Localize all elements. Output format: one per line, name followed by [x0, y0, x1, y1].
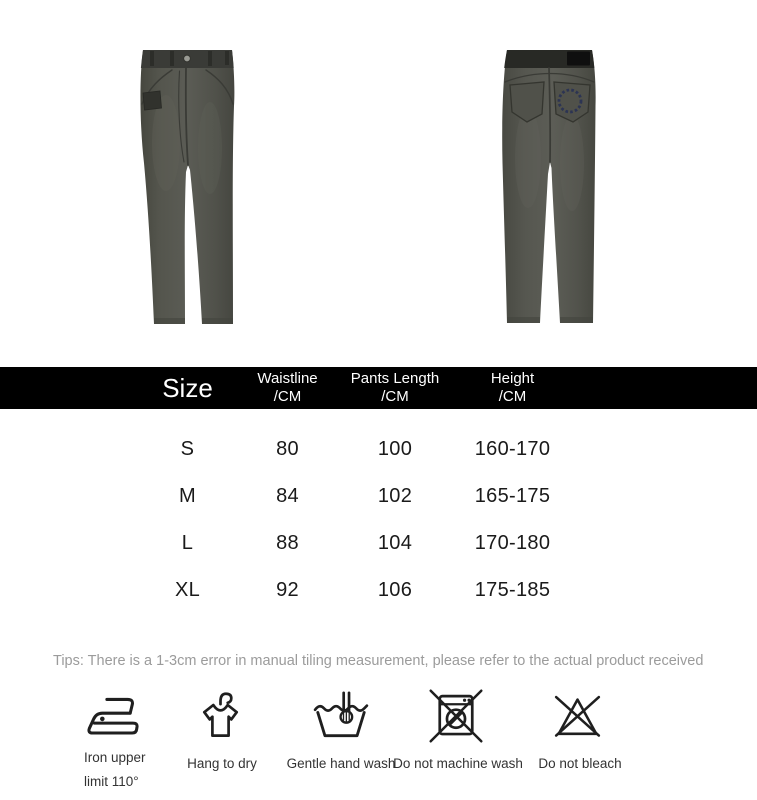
product-photo-back: [500, 48, 598, 325]
cell-waistline: 84: [276, 485, 299, 507]
column-header-height-label: Height: [490, 370, 535, 388]
jeans-back-image: [500, 48, 598, 325]
jeans-button: [184, 55, 191, 62]
iron-icon: [84, 692, 142, 742]
care-label-iron-line2: limit 110°: [84, 774, 139, 789]
column-header-waistline-unit: /CM: [273, 388, 302, 405]
size-table-body: [0, 409, 757, 614]
cell-waistline: 88: [276, 532, 299, 554]
column-header-size-label: Size: [162, 373, 213, 403]
table-row: [0, 473, 757, 520]
table-row: [0, 520, 757, 567]
care-label-no-bleach: Do not bleach: [538, 756, 622, 771]
cell-pants-length: 104: [377, 532, 413, 554]
care-label-hand-wash: Gentle hand wash: [286, 756, 396, 771]
hang-dry-icon: [200, 687, 241, 741]
column-header-size: [130, 375, 245, 401]
column-header-pants-length-label: Pants Length: [350, 370, 440, 388]
belt-loop: [225, 51, 229, 65]
cell-waistline: 80: [276, 438, 299, 460]
measurement-tips-text: Tips: There is a 1-3cm error in manual tiling measurement, please refer to the actual product received: [53, 653, 704, 669]
no-bleach-icon: [551, 691, 604, 739]
no-machine-wash-icon: [425, 688, 487, 744]
column-header-pants-length: [330, 370, 460, 405]
care-label-iron: [84, 746, 146, 794]
watch-pocket: [143, 91, 162, 110]
column-header-waistline: [245, 370, 330, 405]
leather-patch: [567, 52, 590, 66]
cell-height: 175-185: [474, 579, 551, 601]
product-photo-front: [132, 48, 238, 326]
hand-wash-icon: [311, 691, 371, 741]
care-label-hang-dry: Hang to dry: [187, 756, 257, 771]
belt-loop: [170, 51, 174, 66]
jeans-front-image: [132, 48, 238, 326]
cell-pants-length: 102: [377, 485, 413, 507]
cell-size: L: [181, 532, 194, 554]
cell-height: 165-175: [474, 485, 551, 507]
belt-loop: [208, 51, 212, 66]
cell-size: S: [180, 438, 195, 460]
table-row: [0, 426, 757, 473]
cell-height: 160-170: [474, 438, 551, 460]
cell-pants-length: 100: [377, 438, 413, 460]
column-header-height: [460, 370, 565, 405]
cell-waistline: 92: [276, 579, 299, 601]
belt-loop: [150, 51, 154, 66]
cell-height: 170-180: [474, 532, 551, 554]
column-header-pants-length-unit: /CM: [381, 388, 409, 405]
size-table-header: [0, 367, 757, 409]
table-row: [0, 567, 757, 614]
cell-size: XL: [174, 579, 201, 601]
column-header-waistline-label: Waistline: [257, 370, 318, 388]
care-label-iron-line1: Iron upper: [84, 750, 146, 765]
jeans-front-body: [140, 50, 234, 324]
column-header-height-unit: /CM: [498, 388, 527, 405]
cell-pants-length: 106: [377, 579, 413, 601]
cell-size: M: [179, 485, 196, 507]
care-label-no-machine-wash: Do not machine wash: [393, 756, 523, 771]
